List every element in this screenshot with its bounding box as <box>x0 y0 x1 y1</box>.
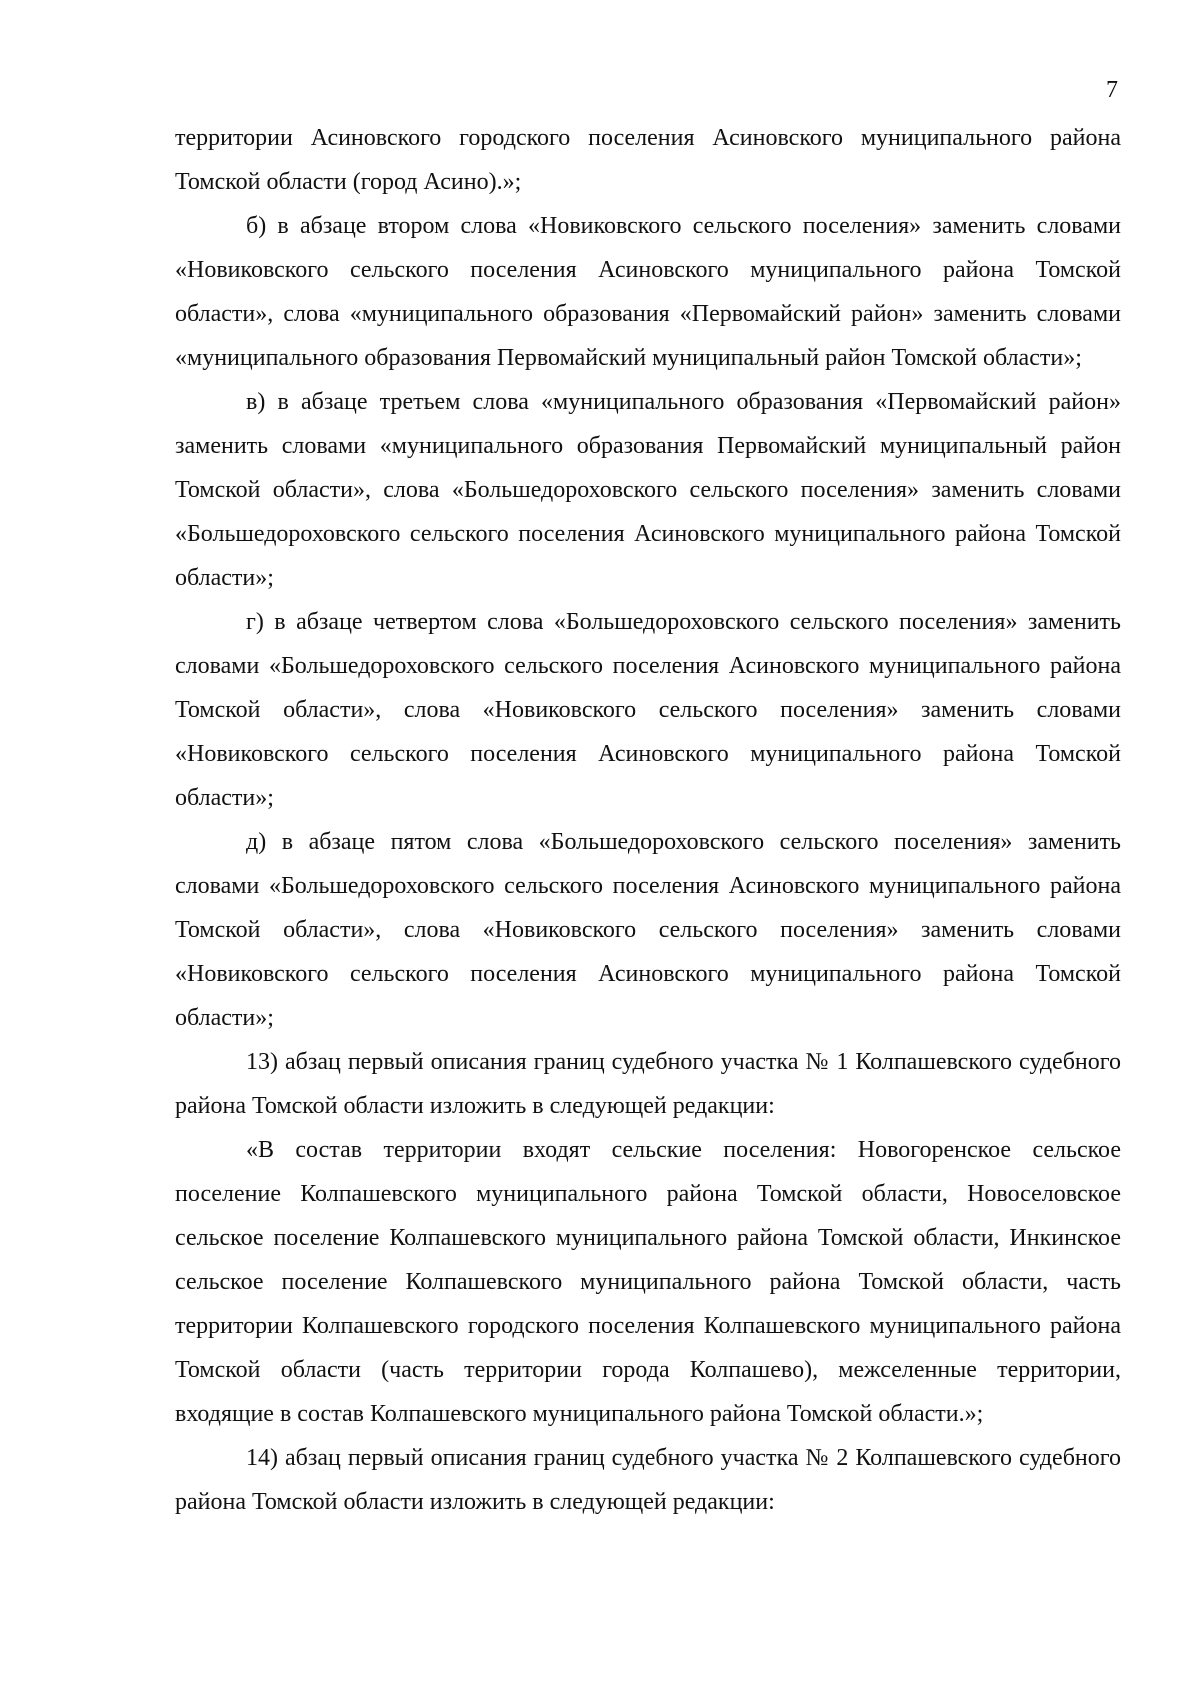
paragraph-item-14: 14) абзац первый описания границ судебного участка № 2 Колпашевского судебного района Томской области изложить в следующей редакции: <box>175 1445 1121 1515</box>
paragraph-item-b: б) в абзаце втором слова «Новиковского сельского поселения» заменить словами «Новиковского сельского поселения Асиновского муниципального района Томской области», слова «муниципального образования «Первомайский район» заменить словами «муниципального образования Первомайский муниципальный район Томской области»; <box>175 213 1121 371</box>
document-body <box>175 116 1121 1524</box>
page-number: 7 <box>1106 77 1118 103</box>
paragraph-continuation: территории Асиновского городского поселения Асиновского муниципального района Томской области (город Асино).»; <box>175 125 1121 195</box>
paragraph-item-13: 13) абзац первый описания границ судебного участка № 1 Колпашевского судебного района Томской области изложить в следующей редакции: <box>175 1049 1121 1119</box>
paragraph-item-v: в) в абзаце третьем слова «муниципального образования «Первомайский район» заменить словами «муниципального образования Первомайский муниципальный район Томской области», слова «Большедороховского сельского поселения» заменить словами «Большедороховского сельского поселения Асиновского муниципального района Томской области»; <box>175 389 1121 591</box>
paragraph-quote-district-1: «В состав территории входят сельские поселения: Новогоренское сельское поселение Колпашевского муниципального района Томской области, Новоселовское сельское поселение Колпашевского муниципального района Томской области, Инкинское сельское поселение Колпашевского муниципального района Томской области, часть территории Колпашевского городского поселения Колпашевского муниципального района Томской области (часть территории города Колпашево), межселенные территории, входящие в состав Колпашевского муниципального района Томской области.»; <box>175 1137 1121 1427</box>
paragraph-item-g: г) в абзаце четвертом слова «Большедороховского сельского поселения» заменить словами «Большедороховского сельского поселения Асиновского муниципального района Томской области», слова «Новиковского сельского поселения» заменить словами «Новиковского сельского поселения Асиновского муниципального района Томской области»; <box>175 609 1121 811</box>
paragraph-item-d: д) в абзаце пятом слова «Большедороховского сельского поселения» заменить словами «Большедороховского сельского поселения Асиновского муниципального района Томской области», слова «Новиковского сельского поселения» заменить словами «Новиковского сельского поселения Асиновского муниципального района Томской области»; <box>175 829 1121 1031</box>
